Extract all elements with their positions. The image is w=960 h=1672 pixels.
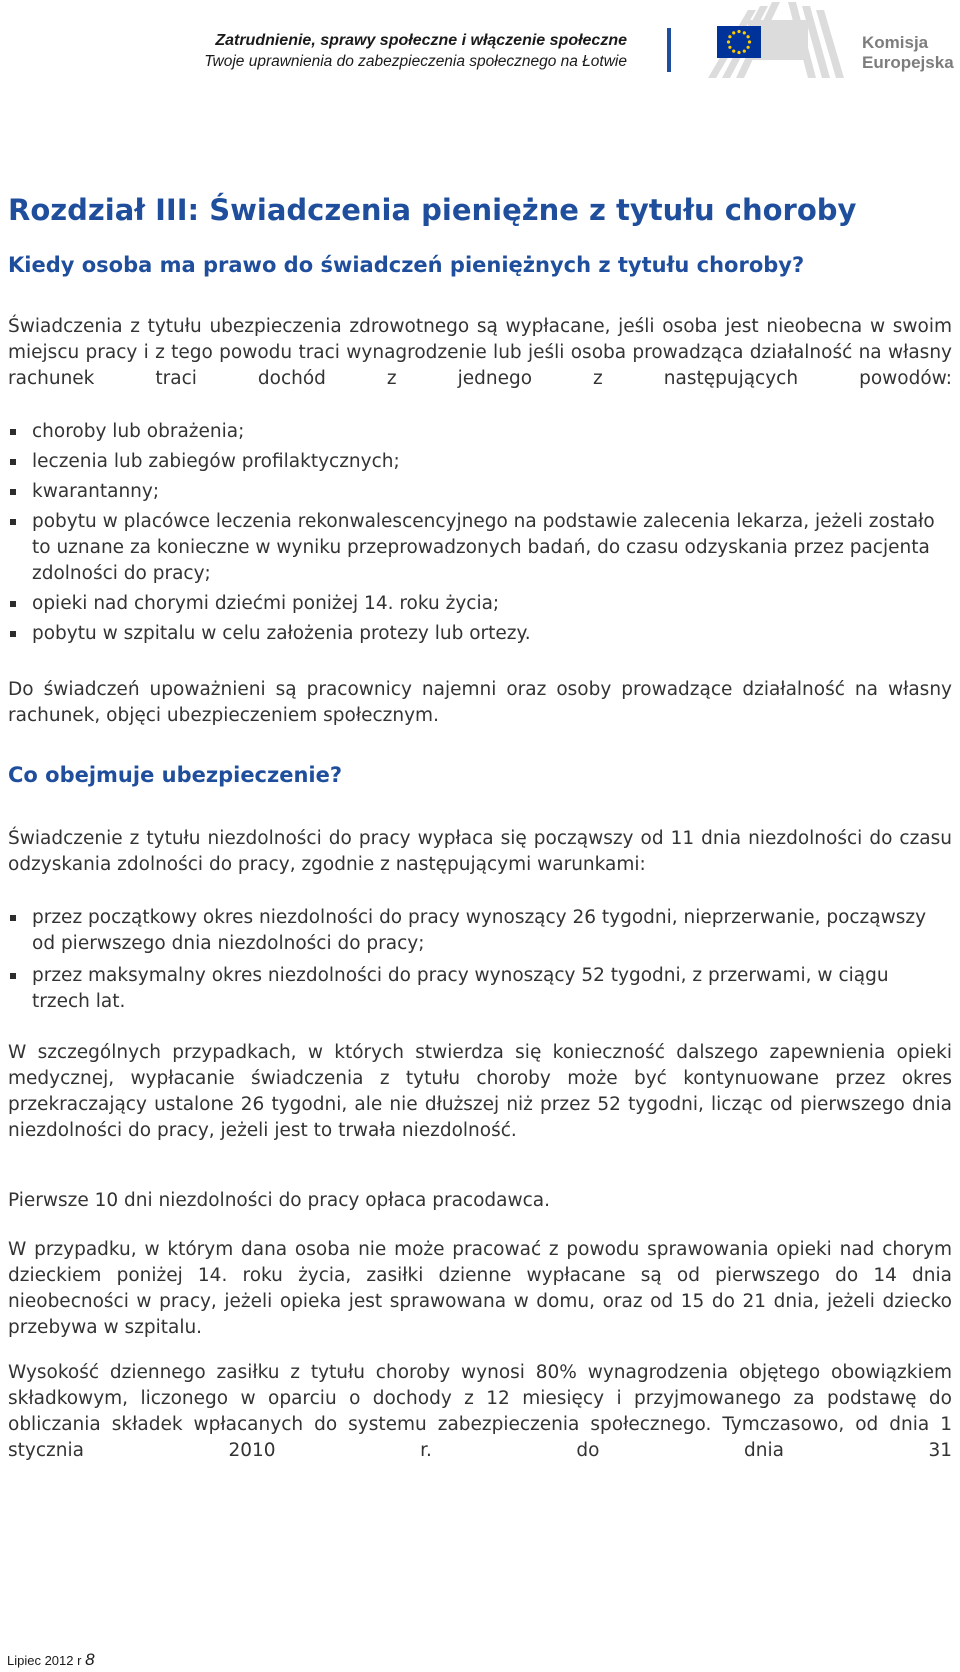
- list-item: choroby lub obrażenia;: [8, 419, 952, 445]
- list-item: pobytu w szpitalu w celu założenia protezy lub ortezy.: [8, 621, 952, 647]
- section-heading-eligibility: Kiedy osoba ma prawo do świadczeń pieniężnych z tytułu choroby?: [8, 253, 805, 277]
- header-subtitle: Twoje uprawnienia do zabezpieczenia społecznego na Łotwie: [204, 53, 627, 70]
- eligibility-intro-text: Świadczenia z tytułu ubezpieczenia zdrowotnego są wypłacane, jeśli osoba jest nieobecna w swoim miejscu pracy i z tego powodu traci wynagrodzenie lub jeśli osoba prowadząca działalność na własny rachunek traci dochód z jednego z następujących powodów:: [8, 316, 952, 389]
- special-cases-paragraph: W szczególnych przypadkach, w których stwierdza się konieczność dalszego zapewnienia opieki medycznej, wypłacanie świadczenia z tytułu choroby może być kontynuowane przez okres przekraczający ustalone 26 tygodni, ale nie dłuższej niż przez 52 tygodni, licząc od pierwszego dnia niezdolności do pracy, jeżeli jest to trwała niezdolność.: [8, 1042, 952, 1141]
- ec-logo-line2: Europejska: [862, 53, 954, 72]
- eligibility-reasons-list: [8, 419, 952, 647]
- section-heading-coverage: Co obejmuje ubezpieczenie?: [8, 763, 343, 787]
- eligibility-paragraph: Do świadczeń upoważnieni są pracownicy najemni oraz osoby prowadzące działalność na własny rachunek, objęci ubezpieczeniem społecznym.: [8, 679, 952, 726]
- coverage-conditions-list: [8, 905, 952, 1015]
- list-item: kwarantanny;: [8, 479, 952, 505]
- list-item: przez maksymalny okres niezdolności do pracy wynoszący 52 tygodni, z przerwami, w ciągu trzech lat.: [8, 963, 952, 1015]
- footer-date: Lipiec 2012 r: [7, 1653, 82, 1668]
- eligibility-intro: [8, 314, 952, 392]
- header-divider: [667, 28, 671, 72]
- ec-logo-wordmark: [862, 33, 954, 73]
- employer-paid-paragraph: Pierwsze 10 dni niezdolności do pracy opłaca pracodawca.: [8, 1190, 551, 1211]
- list-item: pobytu w placówce leczenia rekonwalescencyjnego na podstawie zalecenia lekarza, jeżeli zostało to uznane za konieczne w wyniku przeprowadzonych badań, do czasu odzyskania przez pacjenta zdolności do pracy;: [8, 509, 952, 587]
- page-footer: [7, 1650, 95, 1670]
- page-number: 8: [85, 1650, 95, 1669]
- chapter-title: Rozdział III: Świadczenia pieniężne z tytułu choroby: [8, 193, 857, 227]
- list-item: opieki nad chorymi dziećmi poniżej 14. roku życia;: [8, 591, 952, 617]
- coverage-intro: Świadczenie z tytułu niezdolności do pracy wypłaca się począwszy od 11 dnia niezdolności do czasu odzyskania zdolności do pracy, zgodnie z następującymi warunkami:: [8, 828, 952, 875]
- child-care-paragraph: W przypadku, w którym dana osoba nie może pracować z powodu sprawowania opieki nad chorym dzieckiem poniżej 14. roku życia, zasiłki dzienne wypłacane są od pierwszego do 14 dnia nieobecności w pracy, jeżeli opieka jest sprawowana w domu, oraz od 15 do 21 dnia, jeżeli dziecko przebywa w szpitalu.: [8, 1239, 952, 1338]
- ec-logo-line1: Komisja: [862, 33, 929, 52]
- header-text: [204, 30, 627, 72]
- header-title: Zatrudnienie, sprawy społeczne i włączenie społeczne: [215, 32, 627, 49]
- benefit-amount-paragraph: Wysokość dziennego zasiłku z tytułu choroby wynosi 80% wynagrodzenia objętego obowiązkiem składkowym, liczonego w oparciu o dochody z 12 miesięcy i przyjmowanego za podstawę do obliczania składek wpłacanych do systemu zabezpieczenia społecznego. Tymczasowo, od dnia 1 stycznia 2010 r. do dnia 31: [8, 1362, 952, 1461]
- list-item: przez początkowy okres niezdolności do pracy wynoszący 26 tygodni, nieprzerwanie, począwszy od pierwszego dnia niezdolności do pracy;: [8, 905, 952, 957]
- list-item: leczenia lub zabiegów profilaktycznych;: [8, 449, 952, 475]
